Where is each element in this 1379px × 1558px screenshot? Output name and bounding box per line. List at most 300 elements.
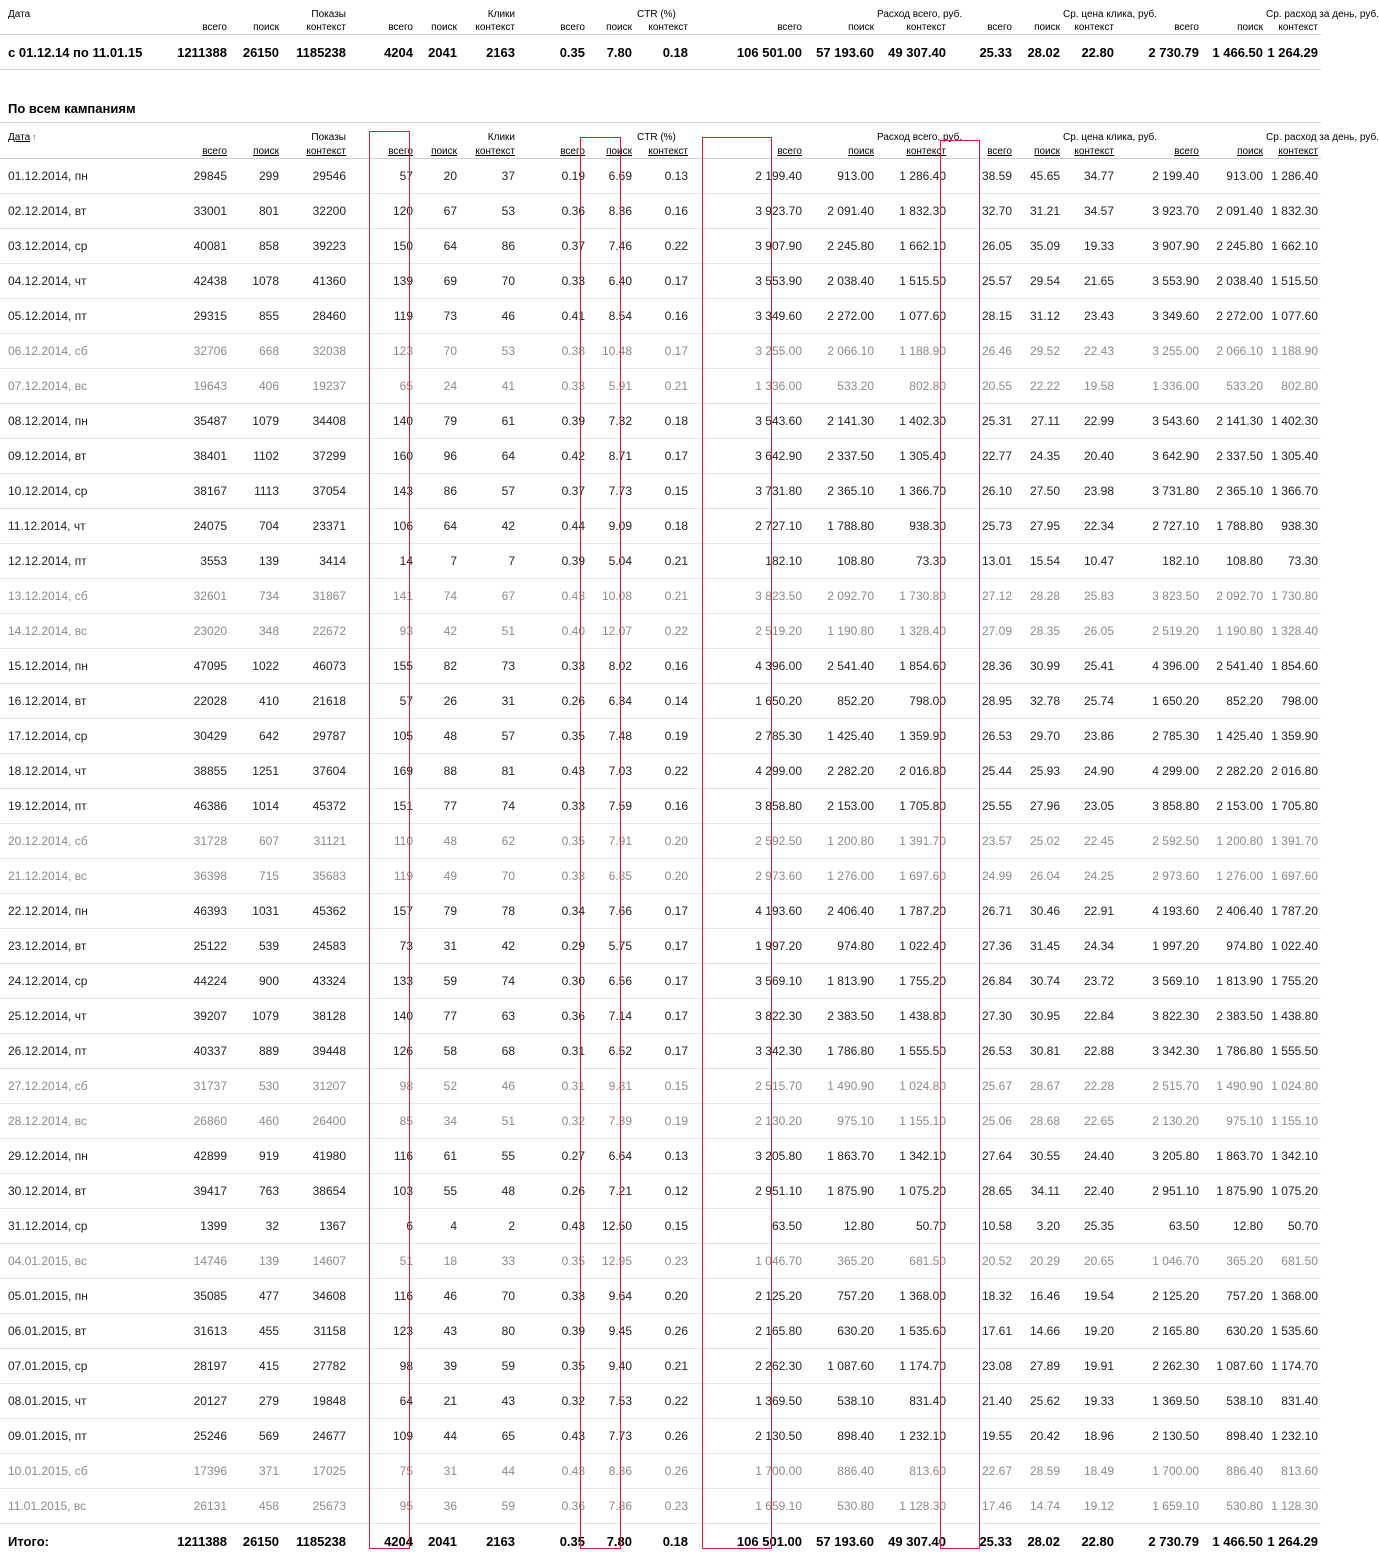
row-cell: 18.96 (1063, 1419, 1117, 1454)
row-cell: 43 (460, 1384, 518, 1419)
date-header[interactable]: Дата (8, 132, 30, 143)
row-cell: 0.39 (518, 404, 588, 439)
summary-period: с 01.12.14 по 11.01.15 (0, 35, 175, 70)
row-cell: 0.26 (518, 684, 588, 719)
row-cell: 46386 (175, 789, 230, 824)
row-cell: 913.00 (1202, 159, 1266, 194)
total-cell: 57 193.60 (805, 1524, 877, 1558)
row-cell: 1022 (230, 649, 282, 684)
row-cell: 46 (460, 1069, 518, 1104)
row-cell: 116 (349, 1279, 416, 1314)
sort-header-cell[interactable] (1202, 143, 1266, 159)
row-cell: 0.35 (518, 824, 588, 859)
sort-context-link[interactable]: контекст (475, 146, 515, 157)
table-row (0, 439, 1321, 474)
row-cell: 93 (349, 614, 416, 649)
row-cell: 39 (416, 1349, 460, 1384)
row-cell: 8.71 (588, 439, 635, 474)
row-date: 20.12.2014, сб (0, 824, 175, 859)
table-row (0, 229, 1321, 264)
row-cell: 0.33 (518, 369, 588, 404)
row-cell: 2 038.40 (805, 264, 877, 299)
row-cell: 10.48 (588, 334, 635, 369)
row-cell: 2 973.60 (691, 859, 805, 894)
row-cell: 2 153.00 (805, 789, 877, 824)
row-cell: 23020 (175, 614, 230, 649)
row-cell: 73 (416, 299, 460, 334)
sort-total-link[interactable]: всего (777, 146, 802, 157)
sort-header-cell[interactable] (349, 143, 416, 159)
sort-search-link[interactable]: поиск (253, 146, 279, 157)
row-cell: 1 662.10 (1266, 229, 1321, 264)
row-cell: 31867 (282, 579, 349, 614)
row-cell: 0.39 (518, 544, 588, 579)
row-cell: 569 (230, 1419, 282, 1454)
row-date: 05.01.2015, пн (0, 1279, 175, 1314)
row-cell: 1367 (282, 1209, 349, 1244)
row-cell: 1 786.80 (805, 1034, 877, 1069)
row-cell: 22.77 (949, 439, 1015, 474)
sort-header-cell[interactable] (635, 143, 691, 159)
row-cell: 2 383.50 (1202, 999, 1266, 1034)
row-cell: 0.16 (635, 789, 691, 824)
total-cell: 28.02 (1015, 1524, 1063, 1558)
row-cell: 406 (230, 369, 282, 404)
row-date: 30.12.2014, вт (0, 1174, 175, 1209)
row-cell: 2 262.30 (1117, 1349, 1202, 1384)
row-cell: 22028 (175, 684, 230, 719)
row-cell: 1079 (230, 404, 282, 439)
row-cell: 2 141.30 (1202, 404, 1266, 439)
row-cell: 34408 (282, 404, 349, 439)
row-cell: 1 087.60 (805, 1349, 877, 1384)
row-cell: 0.43 (518, 1209, 588, 1244)
row-date: 10.01.2015, сб (0, 1454, 175, 1489)
row-cell: 33001 (175, 194, 230, 229)
row-cell: 69 (416, 264, 460, 299)
row-date: 09.12.2014, вт (0, 439, 175, 474)
table-row (0, 404, 1321, 439)
row-cell: 24583 (282, 929, 349, 964)
group-cpc: Ср. цена клика, руб. (1063, 123, 1117, 144)
row-cell: 533.20 (805, 369, 877, 404)
sort-header-cell[interactable] (518, 143, 588, 159)
row-cell: 17.61 (949, 1314, 1015, 1349)
sort-total-link[interactable]: всего (987, 146, 1012, 157)
row-cell: 0.36 (518, 999, 588, 1034)
row-cell: 17.46 (949, 1489, 1015, 1524)
row-cell: 20.52 (949, 1244, 1015, 1279)
row-cell: 12.07 (588, 614, 635, 649)
row-cell: 77 (416, 999, 460, 1034)
row-cell: 26.04 (1015, 859, 1063, 894)
row-cell: 1031 (230, 894, 282, 929)
row-cell: 24.35 (1015, 439, 1063, 474)
row-cell: 1 535.60 (877, 1314, 949, 1349)
row-cell: 1 077.60 (1266, 299, 1321, 334)
sort-header-cell[interactable] (691, 143, 805, 159)
row-cell: 0.35 (518, 719, 588, 754)
row-cell: 3 923.70 (1117, 194, 1202, 229)
row-cell: 3 642.90 (691, 439, 805, 474)
row-cell: 44 (416, 1419, 460, 1454)
sort-header-cell[interactable] (949, 143, 1015, 159)
row-cell: 1102 (230, 439, 282, 474)
row-cell: 33 (460, 1244, 518, 1279)
row-cell: 2 272.00 (805, 299, 877, 334)
row-cell: 831.40 (1266, 1384, 1321, 1419)
row-cell: 2 199.40 (691, 159, 805, 194)
row-cell: 1 022.40 (1266, 929, 1321, 964)
row-cell: 123 (349, 334, 416, 369)
sort-total-link[interactable]: всего (202, 146, 227, 157)
row-cell: 28197 (175, 1349, 230, 1384)
row-cell: 12.50 (588, 1209, 635, 1244)
row-cell: 42438 (175, 264, 230, 299)
row-cell: 0.13 (635, 159, 691, 194)
row-cell: 26.53 (949, 1034, 1015, 1069)
row-cell: 1 368.00 (1266, 1279, 1321, 1314)
row-cell: 3 553.90 (1117, 264, 1202, 299)
row-cell: 1 366.70 (1266, 474, 1321, 509)
sort-header-cell[interactable] (1266, 143, 1321, 159)
summary-sub-search: поиск (805, 20, 877, 35)
row-date: 29.12.2014, пн (0, 1139, 175, 1174)
row-cell: 140 (349, 404, 416, 439)
row-cell: 151 (349, 789, 416, 824)
sort-search-link[interactable]: поиск (848, 146, 874, 157)
row-cell: 0.43 (518, 1419, 588, 1454)
row-cell: 1 305.40 (1266, 439, 1321, 474)
row-cell: 32 (230, 1209, 282, 1244)
row-cell: 143 (349, 474, 416, 509)
row-cell: 1 075.20 (877, 1174, 949, 1209)
row-cell: 37054 (282, 474, 349, 509)
row-cell: 3 907.90 (691, 229, 805, 264)
row-cell: 64 (460, 439, 518, 474)
row-cell: 2 130.20 (691, 1104, 805, 1139)
row-date: 11.01.2015, вс (0, 1489, 175, 1524)
table-row (0, 824, 1321, 859)
row-cell: 0.23 (635, 1244, 691, 1279)
summary-group-ctr: CTR (%) (635, 0, 691, 20)
row-cell: 37604 (282, 754, 349, 789)
row-cell: 28.95 (949, 684, 1015, 719)
sort-search-link[interactable]: поиск (1237, 146, 1263, 157)
row-cell: 3 569.10 (691, 964, 805, 999)
row-cell: 31737 (175, 1069, 230, 1104)
row-cell: 88 (416, 754, 460, 789)
summary-sub-search: поиск (416, 20, 460, 35)
row-cell: 46 (460, 299, 518, 334)
row-cell: 2 785.30 (691, 719, 805, 754)
row-cell: 20.40 (1063, 439, 1117, 474)
row-cell: 96 (416, 439, 460, 474)
row-cell: 31 (416, 929, 460, 964)
summary-cell: 22.80 (1063, 35, 1117, 70)
row-cell: 1 700.00 (1117, 1454, 1202, 1489)
row-cell: 2 541.40 (1202, 649, 1266, 684)
row-cell: 1 174.70 (877, 1349, 949, 1384)
sort-header-cell[interactable] (877, 143, 949, 159)
row-cell: 19.55 (949, 1419, 1015, 1454)
table-row (0, 1349, 1321, 1384)
row-cell: 17396 (175, 1454, 230, 1489)
sort-by-date-link[interactable] (0, 123, 175, 144)
row-cell: 0.17 (635, 1034, 691, 1069)
row-cell: 1 190.80 (805, 614, 877, 649)
row-cell: 59 (460, 1489, 518, 1524)
summary-cell: 7.80 (588, 35, 635, 70)
row-cell: 0.17 (635, 964, 691, 999)
total-cell: 1 466.50 (1202, 1524, 1266, 1558)
sort-context-link[interactable]: контекст (906, 146, 946, 157)
row-cell: 27.96 (1015, 789, 1063, 824)
row-cell: 1 232.10 (877, 1419, 949, 1454)
table-row (0, 1314, 1321, 1349)
total-cell: 2041 (416, 1524, 460, 1558)
row-cell: 0.39 (518, 1314, 588, 1349)
row-cell: 5.04 (588, 544, 635, 579)
row-cell: 59 (416, 964, 460, 999)
row-cell: 34 (416, 1104, 460, 1139)
row-cell: 63.50 (691, 1209, 805, 1244)
row-cell: 45.65 (1015, 159, 1063, 194)
table-row (0, 1384, 1321, 1419)
row-cell: 55 (416, 1174, 460, 1209)
row-cell: 802.80 (877, 369, 949, 404)
row-cell: 14 (349, 544, 416, 579)
row-cell: 530 (230, 1069, 282, 1104)
row-cell: 73 (460, 649, 518, 684)
row-cell: 7.73 (588, 474, 635, 509)
row-cell: 7.86 (588, 1489, 635, 1524)
sort-header-cell[interactable] (230, 143, 282, 159)
row-cell: 898.40 (805, 1419, 877, 1454)
row-cell: 22.88 (1063, 1034, 1117, 1069)
row-cell: 1 232.10 (1266, 1419, 1321, 1454)
row-cell: 10.58 (949, 1209, 1015, 1244)
row-date: 23.12.2014, вт (0, 929, 175, 964)
row-cell: 105 (349, 719, 416, 754)
row-cell: 126 (349, 1034, 416, 1069)
row-cell: 119 (349, 859, 416, 894)
table-row (0, 1489, 1321, 1524)
row-cell: 98 (349, 1069, 416, 1104)
row-cell: 31 (460, 684, 518, 719)
row-cell: 38654 (282, 1174, 349, 1209)
row-cell: 10.47 (1063, 544, 1117, 579)
summary-sub-search: поиск (1015, 20, 1063, 35)
row-cell: 1 128.30 (877, 1489, 949, 1524)
group-shows: Показы (282, 123, 349, 144)
sort-context-link[interactable]: контекст (1278, 146, 1318, 157)
total-cell: 2163 (460, 1524, 518, 1558)
row-cell: 1079 (230, 999, 282, 1034)
row-cell: 1 024.80 (877, 1069, 949, 1104)
sort-header-cell[interactable] (1063, 143, 1117, 159)
row-cell: 26.05 (1063, 614, 1117, 649)
row-cell: 40081 (175, 229, 230, 264)
row-cell: 16.46 (1015, 1279, 1063, 1314)
row-cell: 25.02 (1015, 824, 1063, 859)
row-cell: 0.22 (635, 229, 691, 264)
row-cell: 36 (416, 1489, 460, 1524)
row-cell: 10.08 (588, 579, 635, 614)
row-cell: 477 (230, 1279, 282, 1314)
row-cell: 715 (230, 859, 282, 894)
row-cell: 27.64 (949, 1139, 1015, 1174)
row-cell: 41980 (282, 1139, 349, 1174)
group-spend: Расход всего, руб. (877, 123, 949, 144)
row-cell: 8.02 (588, 649, 635, 684)
sort-search-link[interactable]: поиск (431, 146, 457, 157)
row-date: 02.12.2014, вт (0, 194, 175, 229)
row-cell: 14607 (282, 1244, 349, 1279)
row-cell: 1 077.60 (877, 299, 949, 334)
table-row (0, 859, 1321, 894)
total-cell: 22.80 (1063, 1524, 1117, 1558)
sort-total-link[interactable]: всего (560, 146, 585, 157)
row-cell: 1 188.90 (1266, 334, 1321, 369)
summary-cell: 28.02 (1015, 35, 1063, 70)
row-cell: 813.60 (1266, 1454, 1321, 1489)
row-cell: 2 951.10 (1117, 1174, 1202, 1209)
sort-header-cell[interactable] (460, 143, 518, 159)
sort-header-cell[interactable] (416, 143, 460, 159)
row-cell: 938.30 (1266, 509, 1321, 544)
row-cell: 642 (230, 719, 282, 754)
row-cell: 1 402.30 (1266, 404, 1321, 439)
row-cell: 116 (349, 1139, 416, 1174)
row-cell: 23.57 (949, 824, 1015, 859)
row-cell: 22.28 (1063, 1069, 1117, 1104)
sort-header-cell[interactable] (1117, 143, 1202, 159)
table-row (0, 369, 1321, 404)
row-cell: 45372 (282, 789, 349, 824)
row-cell: 1 336.00 (691, 369, 805, 404)
row-date: 06.12.2014, сб (0, 334, 175, 369)
row-cell: 0.21 (635, 544, 691, 579)
row-cell: 889 (230, 1034, 282, 1069)
row-cell: 9.81 (588, 1069, 635, 1104)
row-cell: 29315 (175, 299, 230, 334)
row-cell: 1399 (175, 1209, 230, 1244)
row-cell: 29845 (175, 159, 230, 194)
row-cell: 1 342.10 (1266, 1139, 1321, 1174)
row-cell: 24 (416, 369, 460, 404)
row-cell: 0.23 (635, 1489, 691, 1524)
row-cell: 39448 (282, 1034, 349, 1069)
row-cell: 32038 (282, 334, 349, 369)
sort-header-cell[interactable] (175, 143, 230, 159)
row-cell: 533.20 (1202, 369, 1266, 404)
row-cell: 73.30 (1266, 544, 1321, 579)
row-date: 04.12.2014, чт (0, 264, 175, 299)
row-cell: 19.58 (1063, 369, 1117, 404)
summary-cell: 1 264.29 (1266, 35, 1321, 70)
row-cell: 30.99 (1015, 649, 1063, 684)
sort-context-link[interactable]: контекст (648, 146, 688, 157)
row-cell: 6.85 (588, 859, 635, 894)
row-cell: 2 515.70 (1117, 1069, 1202, 1104)
row-cell: 79 (416, 894, 460, 929)
sort-header-cell[interactable] (588, 143, 635, 159)
row-cell: 28.28 (1015, 579, 1063, 614)
row-cell: 2 066.10 (1202, 334, 1266, 369)
row-cell: 0.32 (518, 1104, 588, 1139)
row-cell: 19.33 (1063, 229, 1117, 264)
row-cell: 22.40 (1063, 1174, 1117, 1209)
row-cell: 2 092.70 (1202, 579, 1266, 614)
row-cell: 20.55 (949, 369, 1015, 404)
row-date: 27.12.2014, сб (0, 1069, 175, 1104)
row-cell: 1 490.90 (1202, 1069, 1266, 1104)
row-cell: 78 (460, 894, 518, 929)
sort-total-link[interactable]: всего (1174, 146, 1199, 157)
row-cell: 1 276.00 (805, 859, 877, 894)
sort-header-cell[interactable] (805, 143, 877, 159)
table-row (0, 649, 1321, 684)
row-cell: 68 (460, 1034, 518, 1069)
row-cell: 45362 (282, 894, 349, 929)
row-cell: 86 (460, 229, 518, 264)
row-cell: 3 342.30 (1117, 1034, 1202, 1069)
row-cell: 0.17 (635, 929, 691, 964)
row-cell: 0.22 (635, 754, 691, 789)
row-cell: 1 391.70 (1266, 824, 1321, 859)
sort-search-link[interactable]: поиск (1034, 146, 1060, 157)
row-cell: 1113 (230, 474, 282, 509)
summary-group-shows: Показы (282, 0, 349, 20)
row-cell: 757.20 (805, 1279, 877, 1314)
row-cell: 0.22 (635, 1384, 691, 1419)
summary-sub-context: контекст (460, 20, 518, 35)
row-cell: 22.99 (1063, 404, 1117, 439)
row-cell: 0.26 (635, 1314, 691, 1349)
row-cell: 75 (349, 1454, 416, 1489)
row-cell: 123 (349, 1314, 416, 1349)
row-cell: 28.36 (949, 649, 1015, 684)
row-cell: 1 286.40 (1266, 159, 1321, 194)
row-cell: 5.91 (588, 369, 635, 404)
summary-cell: 0.18 (635, 35, 691, 70)
sort-header-cell[interactable] (282, 143, 349, 159)
row-cell: 108.80 (805, 544, 877, 579)
summary-cell: 57 193.60 (805, 35, 877, 70)
row-cell: 1 391.70 (877, 824, 949, 859)
row-cell: 0.17 (635, 894, 691, 929)
sort-header-cell[interactable] (1015, 143, 1063, 159)
row-cell: 19.12 (1063, 1489, 1117, 1524)
sort-context-link[interactable]: контекст (1074, 146, 1114, 157)
row-cell: 20 (416, 159, 460, 194)
sort-search-link[interactable]: поиск (606, 146, 632, 157)
row-cell: 0.42 (518, 439, 588, 474)
row-cell: 763 (230, 1174, 282, 1209)
row-cell: 1 863.70 (1202, 1139, 1266, 1174)
row-cell: 0.20 (635, 859, 691, 894)
row-cell: 34.11 (1015, 1174, 1063, 1209)
row-cell: 9.64 (588, 1279, 635, 1314)
row-cell: 73.30 (877, 544, 949, 579)
row-cell: 26.71 (949, 894, 1015, 929)
sort-context-link[interactable]: контекст (306, 146, 346, 157)
row-cell: 0.19 (635, 1104, 691, 1139)
row-cell: 32601 (175, 579, 230, 614)
sort-total-link[interactable]: всего (388, 146, 413, 157)
summary-group-cpc: Ср. цена клика, руб. (1063, 0, 1117, 20)
